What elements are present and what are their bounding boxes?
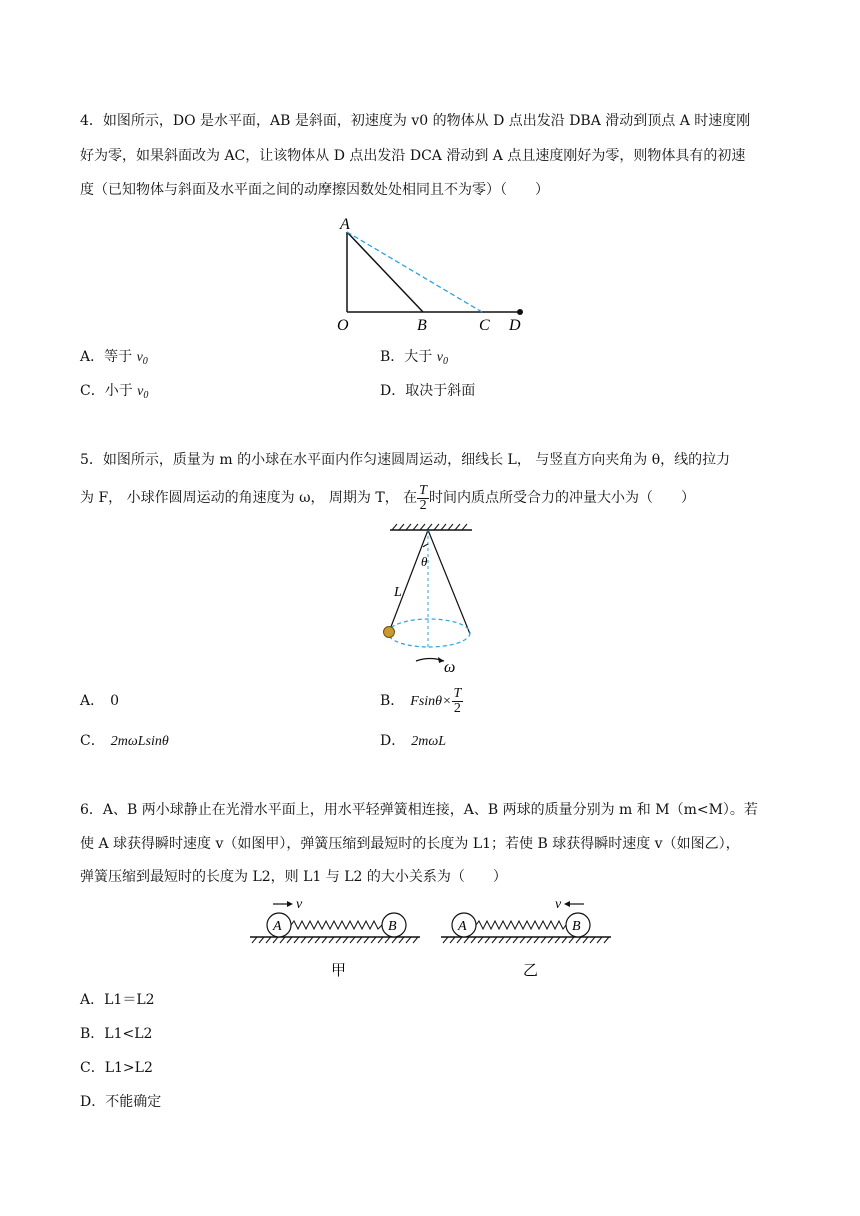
q6-yi-label-a: A	[458, 919, 467, 934]
option-text: 2mωLsinθ	[110, 734, 169, 749]
q6-jia-ground-hatch	[252, 937, 418, 943]
fraction-denominator: 2	[453, 700, 461, 716]
q4-label-c: C	[479, 317, 490, 334]
q4-option-d[interactable]	[380, 381, 475, 401]
q4-label-o: O	[337, 317, 349, 334]
q4-stem-line1	[80, 111, 750, 131]
q5-stem-line1-text: 5．如图所示，质量为 m 的小球在水平面内作匀速圆周运动，细线长 L， 与竖直方向夹角为 θ，线的拉力	[80, 452, 731, 468]
q4-incline-ab	[347, 232, 423, 312]
q6-spring-balls-diagram	[245, 893, 617, 983]
q6-jia-label-v: v	[296, 897, 303, 912]
option-letter: D．	[380, 733, 406, 749]
q5-conical-pendulum-diagram	[378, 522, 488, 682]
option-sub: 0	[442, 356, 448, 367]
q4-option-a[interactable]	[80, 347, 148, 372]
q5-stem-line2-post: 时间内质点所受合力的冲量大小为（ ）	[428, 490, 695, 506]
q5-stem-line2-pre: 为 F， 小球作圆周运动的角速度为 ω， 周期为 T， 在	[80, 490, 418, 506]
q6-yi-arrowhead	[564, 901, 570, 907]
option-sub: 0	[142, 356, 148, 367]
q6-jia-label-b: B	[388, 919, 397, 934]
q4-stem-line1-text: 4．如图所示，DO 是水平面，AB 是斜面，初速度为 v0 的物体从 D 点出发沿 DBA 滑动到顶点 A 时速度刚	[80, 113, 751, 129]
option-letter: C．	[80, 1060, 105, 1076]
q5-option-b[interactable]	[380, 684, 463, 719]
option-text: 不能确定	[105, 1094, 162, 1110]
q5-string	[389, 530, 428, 632]
q5-ceiling-hatch	[392, 524, 467, 530]
q4-incline-diagram	[330, 212, 540, 337]
option-text: L1>L2	[104, 1060, 153, 1076]
q4-label-b: B	[417, 317, 427, 334]
q6-stem-line2	[80, 834, 740, 854]
q6-option-d[interactable]	[80, 1092, 161, 1112]
q6-jia-arrowhead	[287, 901, 293, 907]
q5-angle-arc	[423, 544, 428, 547]
q4-option-b[interactable]	[380, 347, 448, 372]
option-var: v	[136, 350, 143, 365]
option-text: 2mωL	[411, 734, 447, 749]
q6-figure-yi	[441, 897, 611, 979]
option-var: v	[436, 350, 443, 365]
q5-label-l: L	[394, 585, 402, 600]
q5-option-c[interactable]	[80, 731, 169, 752]
q6-stem-line1-text: 6．A、B 两小球静止在光滑水平面上，用水平轻弹簧相连接，A、B 两球的质量分别为 m 和 M（m<M）。若	[80, 802, 758, 818]
option-text: 大于	[404, 349, 437, 365]
q6-jia-spring	[291, 921, 382, 929]
q5-option-d[interactable]	[380, 731, 446, 752]
q4-stem-line2	[80, 146, 745, 166]
option-letter: B．	[380, 349, 405, 365]
q5-fraction-t-over-2	[417, 484, 429, 513]
option-letter: D．	[380, 383, 406, 399]
q6-option-a[interactable]	[80, 990, 155, 1010]
q6-yi-spring	[476, 921, 566, 929]
q6-stem-line2-text: 使 A 球获得瞬时速度 v（如图甲），弹簧压缩到最短时的长度为 L1；若使 B 球获得瞬时速度 v（如图乙），	[80, 836, 740, 852]
q5-circular-path	[388, 619, 470, 647]
option-letter: D．	[80, 1094, 106, 1110]
q4-point-d	[517, 309, 523, 315]
q5-option-b-fraction	[452, 687, 464, 716]
q6-option-c[interactable]	[80, 1058, 153, 1078]
option-letter: C．	[80, 733, 105, 749]
option-text: L1<L2	[104, 1026, 153, 1042]
option-text: 等于	[104, 349, 137, 365]
option-text: Fsinθ×	[410, 694, 452, 709]
q6-yi-label-v: v	[555, 897, 562, 912]
q6-option-b[interactable]	[80, 1024, 152, 1044]
q4-option-c[interactable]	[80, 381, 148, 406]
q5-stem-line2	[80, 483, 695, 513]
q6-stem-line1	[80, 800, 758, 820]
option-var: v	[137, 384, 144, 399]
option-letter: B．	[380, 693, 405, 709]
q6-figure-jia	[250, 897, 420, 979]
q6-stem-line3-text: 弹簧压缩到最短时的长度为 L2，则 L1 与 L2 的大小关系为（ ）	[80, 869, 507, 885]
option-letter: A．	[80, 349, 105, 365]
fraction-numerator: T	[453, 685, 462, 701]
option-text: 取决于斜面	[405, 383, 476, 399]
q6-yi-label-b: B	[572, 919, 581, 934]
q4-label-d: D	[509, 317, 521, 334]
option-letter: C．	[80, 383, 105, 399]
q4-stem-line2-text: 好为零，如果斜面改为 AC，让该物体从 D 点出发沿 DCA 滑动到 A 点且速度刚好为零，则物体具有的初速	[80, 148, 746, 164]
q5-stem-line1	[80, 450, 730, 470]
q6-caption-yi: 乙	[523, 963, 539, 979]
option-letter: A．	[80, 693, 105, 709]
option-text: 0	[110, 693, 120, 709]
q4-incline-ac	[347, 232, 482, 312]
option-sub: 0	[143, 390, 149, 401]
q5-label-omega: ω	[444, 659, 456, 676]
option-text: 小于	[104, 383, 138, 399]
q6-caption-jia: 甲	[331, 963, 347, 979]
q6-yi-ground-hatch	[443, 937, 609, 943]
q5-option-a[interactable]	[80, 691, 119, 711]
q4-stem-line3	[80, 180, 549, 200]
option-letter: B．	[80, 1026, 105, 1042]
q6-jia-label-a: A	[273, 919, 282, 934]
fraction-numerator: T	[419, 482, 427, 498]
q5-label-theta: θ	[421, 554, 428, 569]
q5-cone-edge	[428, 530, 470, 634]
q4-stem-line3-text: 度（已知物体与斜面及水平面之间的动摩擦因数处处相同且不为零）（ ）	[80, 182, 549, 198]
q4-label-a: A	[340, 216, 350, 233]
fraction-denominator: 2	[419, 497, 427, 513]
option-letter: A．	[80, 992, 105, 1008]
q5-ball	[384, 627, 395, 638]
q6-stem-line3	[80, 867, 507, 887]
option-text: L1＝L2	[104, 992, 155, 1008]
